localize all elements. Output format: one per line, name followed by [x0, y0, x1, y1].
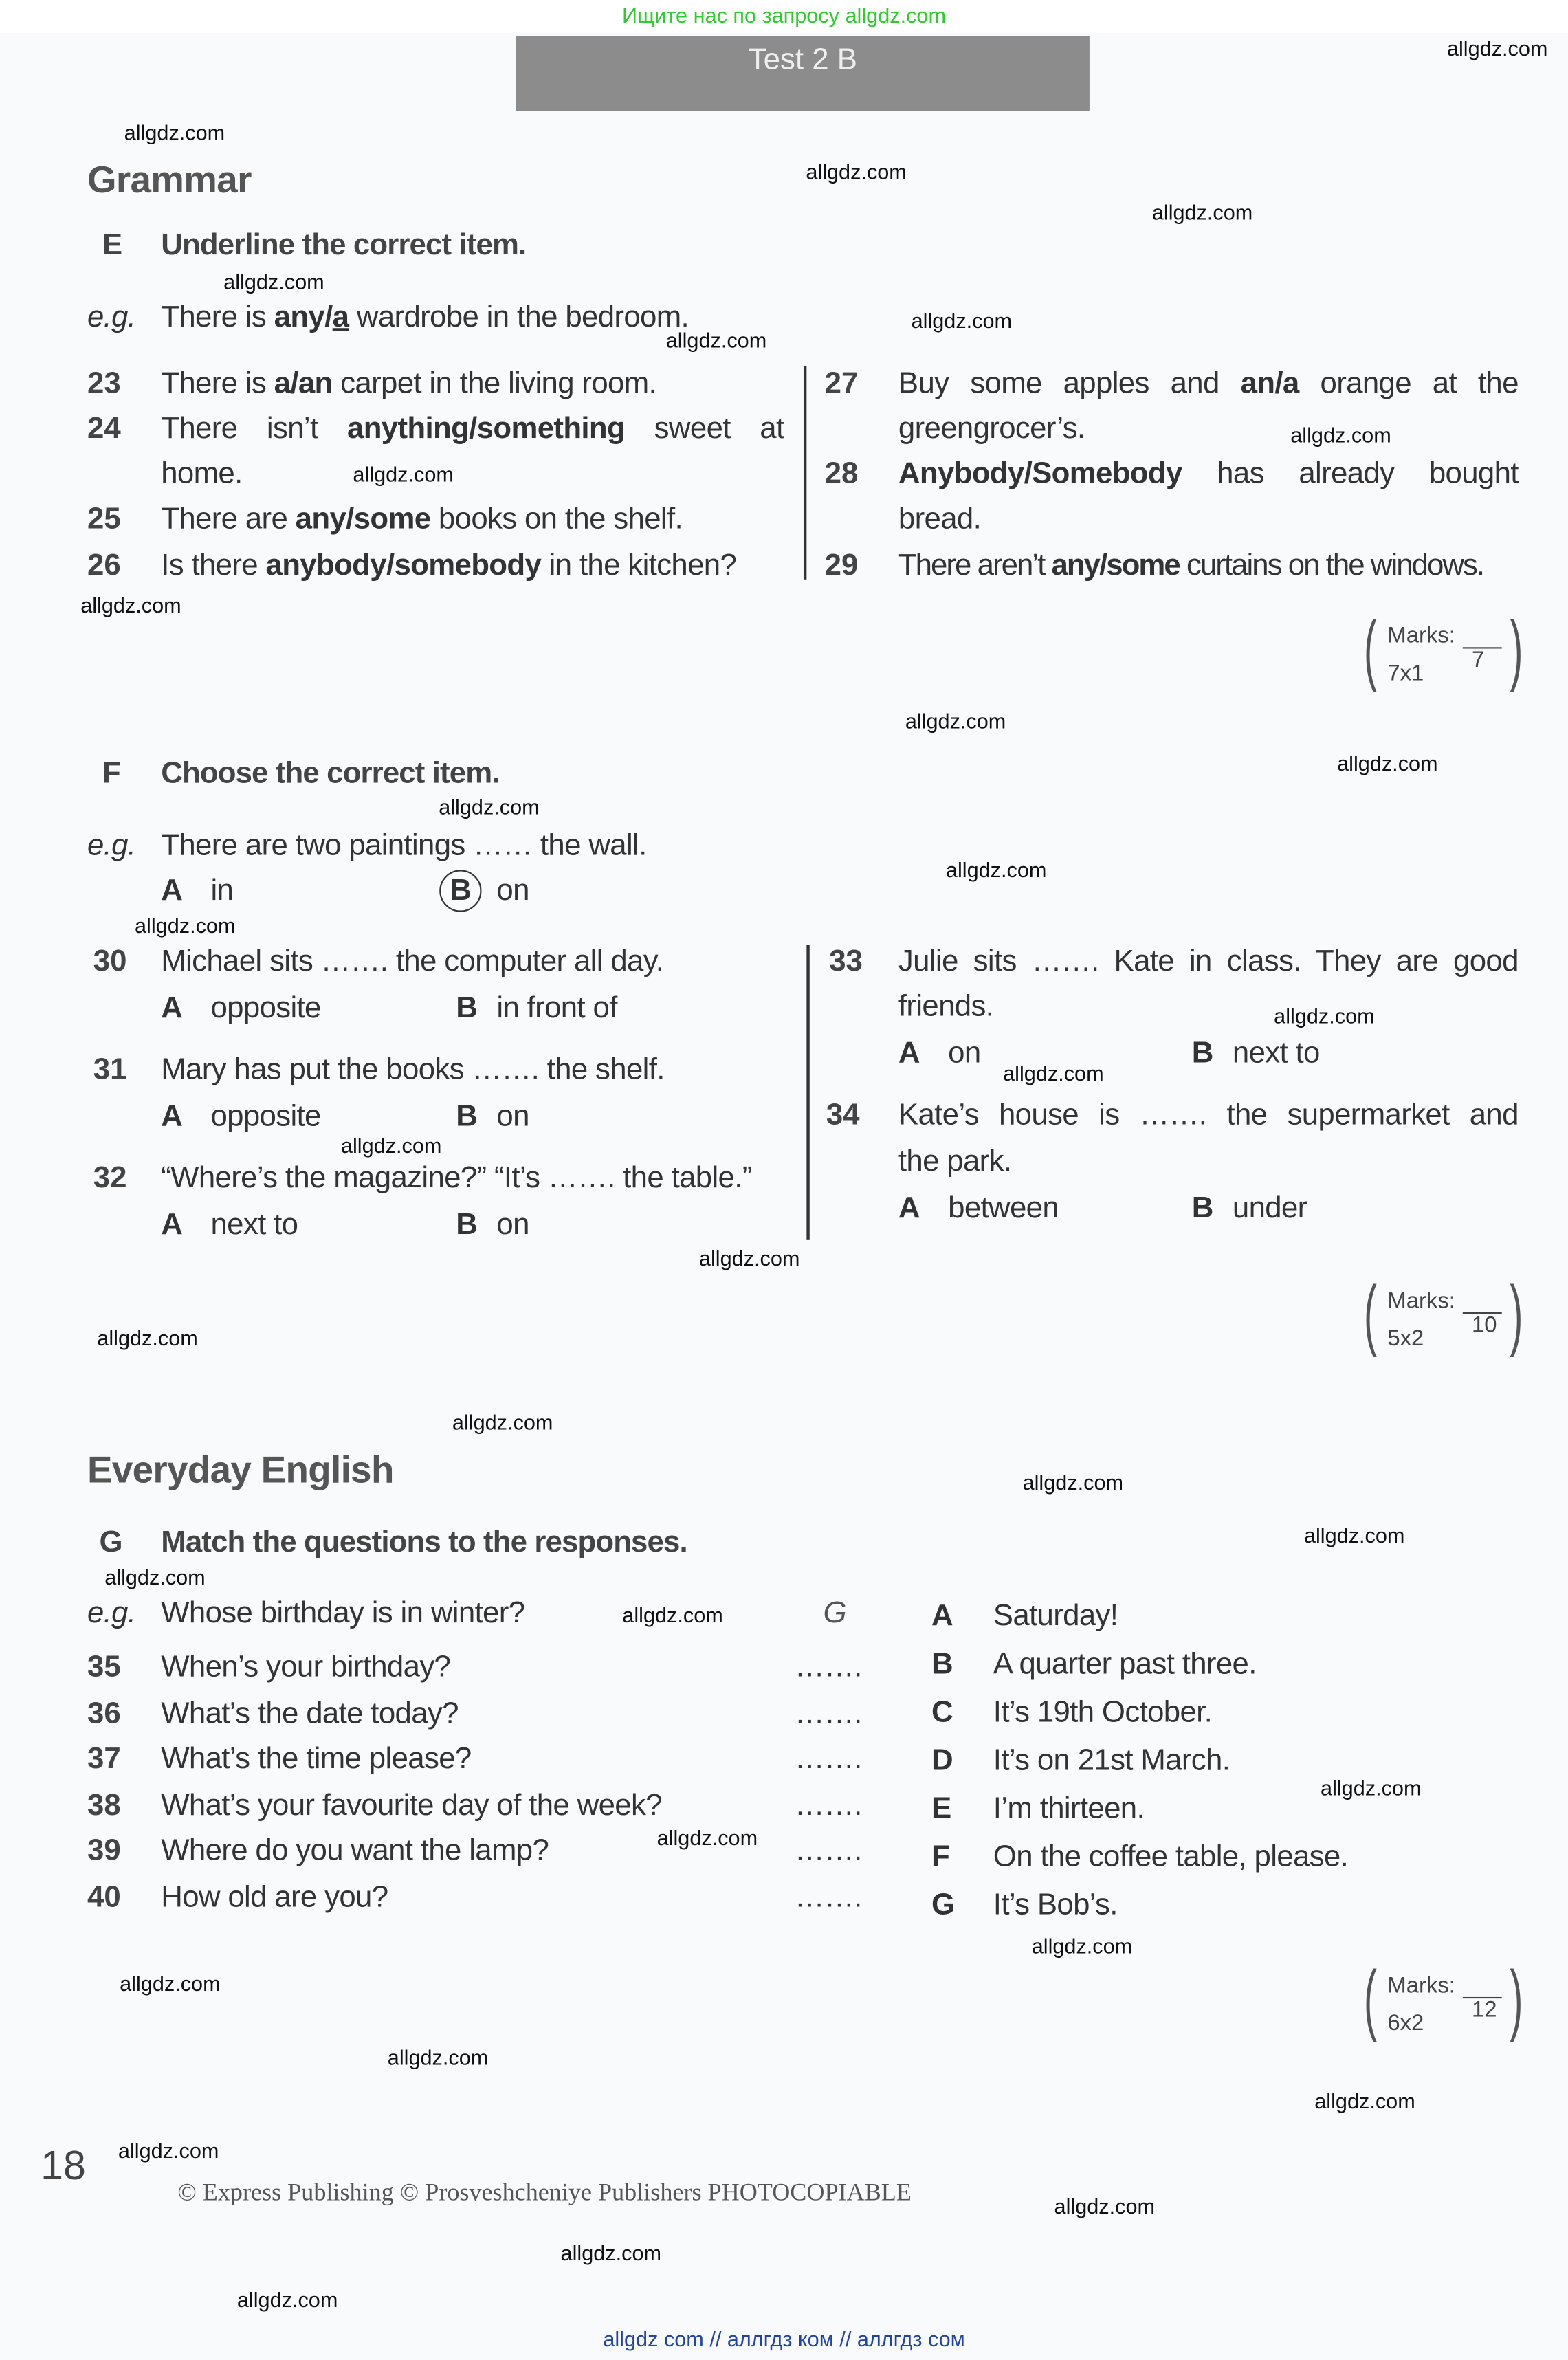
item-sentence [161, 543, 736, 588]
task-instruction-f: Choose the correct item. [161, 757, 500, 791]
response-letter: E [931, 1792, 951, 1826]
watermark-link[interactable]: allgdz.com [353, 462, 454, 487]
option-letter: A [161, 1100, 183, 1134]
marks-box [1364, 1956, 1523, 2049]
response-text: It’s on 21st March. [993, 1744, 1230, 1778]
text-segment: There are [161, 503, 296, 536]
item-sentence [161, 496, 683, 542]
item-sentence: “Where’s the magazine?” “It’s ……. the table.” [161, 1161, 752, 1195]
response-text: A quarter past three. [993, 1648, 1257, 1681]
item-number: 34 [826, 1099, 860, 1132]
example-label: e.g. [87, 1596, 136, 1630]
question-text: When’s your birthday? [161, 1651, 451, 1684]
watermark-link[interactable]: allgdz.com [1151, 200, 1253, 225]
task-instruction-g: Match the questions to the responses. [161, 1525, 687, 1559]
column-divider [804, 366, 806, 580]
marks-label: Marks: [1387, 623, 1455, 649]
item-number: 30 [93, 945, 127, 978]
response-letter: G [931, 1888, 955, 1922]
item-sentence: friends. [898, 990, 994, 1024]
question-number: 36 [87, 1697, 121, 1731]
item-sentence [898, 406, 1085, 452]
answer-choice: a [332, 300, 349, 334]
marks-total: 12 [1471, 1996, 1497, 2023]
question-number: 37 [87, 1742, 121, 1776]
option-text: in [210, 874, 234, 908]
option-a[interactable]: opposite [210, 991, 321, 1025]
answer-choice: any/ [274, 300, 333, 334]
question-text: What’s the time please? [161, 1742, 472, 1776]
example-answer: G [823, 1596, 846, 1630]
question-text: Where do you want the lamp? [161, 1834, 549, 1868]
paren-left: ( [1364, 1956, 1378, 2044]
marks-formula: 5x2 [1387, 1325, 1424, 1352]
item-sentence [898, 543, 1483, 588]
response-text: It’s 19th October. [993, 1696, 1213, 1730]
watermark-link[interactable]: allgdz.com [1290, 423, 1391, 448]
item-sentence: Julie sits ……. Kate in class. They are good [898, 945, 1519, 978]
item-number: 26 [87, 549, 121, 583]
example-label: e.g. [87, 829, 136, 863]
text-segment: orange at the [1299, 367, 1519, 401]
marks-formula: 7x1 [1387, 661, 1424, 687]
text-segment: There aren’t [898, 549, 1052, 583]
item-number: 33 [829, 945, 863, 978]
option-letter: A [898, 1037, 920, 1070]
response-text: On the coffee table, please. [993, 1840, 1349, 1874]
question-text: How old are you? [161, 1881, 388, 1915]
item-sentence [161, 361, 656, 406]
option-letter: A [161, 874, 183, 908]
watermark-link[interactable]: allgdz.com [340, 1133, 442, 1158]
section-heading-everyday-english: Everyday English [87, 1449, 394, 1492]
example-sentence [161, 295, 689, 340]
text-segment: in the kitchen? [541, 549, 737, 583]
option-letter: A [161, 1208, 183, 1242]
response-text: Saturday! [993, 1600, 1118, 1633]
paren-left: ( [1364, 1271, 1378, 1359]
column-divider [806, 945, 809, 1240]
watermark-link[interactable]: allgdz.com [387, 2044, 489, 2070]
option-b[interactable]: in front of [496, 991, 617, 1025]
marks-box [1364, 606, 1523, 698]
watermark-link[interactable]: allgdz.com [118, 2138, 219, 2163]
text-segment: There isn’t [161, 412, 347, 445]
watermark-link[interactable]: allgdz.com [452, 1410, 553, 1435]
text-segment: has already bought [1182, 457, 1519, 491]
item-number: 27 [824, 367, 859, 401]
text-segment: curtains on the windows. [1179, 549, 1484, 583]
response-text: It’s Bob’s. [993, 1888, 1118, 1922]
watermark-link[interactable]: allgdz.com [120, 1971, 221, 1996]
text-segment: There is [161, 300, 274, 334]
page-number: 18 [41, 2143, 86, 2188]
answer-blank[interactable]: ……. [794, 1789, 862, 1823]
watermark-link[interactable]: allgdz.com [1022, 1470, 1124, 1495]
section-heading-grammar: Grammar [87, 159, 252, 202]
text-segment: carpet in the living room. [332, 367, 657, 401]
marks-label: Marks: [1387, 1972, 1455, 1999]
text-segment: sweet at [625, 412, 784, 445]
example-sentence: There are two paintings …… the wall. [161, 829, 647, 863]
task-letter-f: F [102, 757, 120, 791]
text-segment: home. [161, 457, 243, 491]
option-letter: B [456, 1100, 478, 1134]
item-sentence: Mary has put the books ……. the shelf. [161, 1053, 665, 1087]
bottom-links[interactable]: allgdz com // аллгдз ком // аллгдз сом [603, 2326, 965, 2351]
question-text: What’s your favourite day of the week? [161, 1789, 662, 1823]
example-label: e.g. [87, 300, 136, 334]
option-letter: A [161, 991, 183, 1025]
item-number: 25 [87, 503, 121, 536]
site-banner[interactable]: Ищите нас по запросу allgdz.com [621, 3, 947, 27]
item-number: 31 [93, 1053, 127, 1087]
text-segment: Buy some apples and [898, 367, 1241, 401]
watermark-link[interactable]: allgdz.com [1274, 1004, 1375, 1028]
option-b[interactable]: under [1232, 1191, 1307, 1225]
paren-right: ) [1509, 1956, 1523, 2044]
item-sentence [161, 452, 242, 497]
option-a[interactable]: opposite [210, 1100, 321, 1134]
answer-choice: an/a [1240, 367, 1299, 401]
item-number: 23 [87, 367, 121, 401]
item-sentence: the park. [898, 1145, 1012, 1179]
item-sentence: Kate’s house is ……. the supermarket and [898, 1099, 1519, 1132]
watermark-link[interactable]: allgdz.com [104, 1565, 206, 1589]
watermark-link[interactable]: allgdz.com [236, 2287, 338, 2312]
option-letter: A [898, 1191, 920, 1225]
watermark-link[interactable]: allgdz.com [1337, 751, 1438, 775]
watermark-link[interactable]: allgdz.com [665, 328, 767, 353]
option-letter: B [456, 991, 478, 1025]
watermark-link[interactable]: allgdz.com [560, 2240, 662, 2265]
answer-blank[interactable]: ……. [794, 1834, 862, 1868]
marks-label: Marks: [1387, 1288, 1455, 1314]
option-b[interactable]: on [496, 1100, 529, 1134]
question-text: What’s the date today? [161, 1697, 459, 1731]
option-a[interactable]: next to [210, 1208, 298, 1242]
watermark-link[interactable]: allgdz.com [945, 857, 1047, 882]
option-letter: B [1191, 1191, 1213, 1225]
answer-choice: Anybody/Somebody [898, 457, 1182, 491]
option-letter-circled [439, 868, 481, 914]
watermark-link[interactable]: allgdz.com [80, 593, 181, 617]
option-letter: B [456, 1208, 478, 1242]
watermark-link[interactable]: allgdz.com [439, 794, 540, 819]
item-number: 28 [824, 457, 859, 491]
question-number: 35 [87, 1651, 121, 1684]
watermark-link[interactable]: allgdz.com [97, 1325, 198, 1350]
response-letter: C [931, 1696, 953, 1730]
watermark-link[interactable]: allgdz.com [1314, 2088, 1415, 2113]
example-question: Whose birthday is in winter? [161, 1596, 525, 1630]
watermark-link[interactable]: allgdz.com [656, 1825, 758, 1850]
watermark-link[interactable]: allgdz.com [135, 913, 236, 938]
marks-total: 10 [1471, 1312, 1497, 1338]
test-title: Test 2 B [516, 36, 1090, 111]
watermark-link[interactable]: allgdz.com [905, 709, 1006, 734]
text-segment: books on the shelf. [430, 503, 683, 536]
watermark-link[interactable]: allgdz.com [622, 1602, 723, 1627]
watermark-link[interactable]: allgdz.com [698, 1246, 800, 1270]
text-segment: greengrocer’s. [898, 412, 1085, 445]
response-letter: A [931, 1600, 953, 1633]
option-text: on [496, 874, 529, 908]
answer-blank[interactable]: ……. [794, 1697, 862, 1731]
watermark-link[interactable]: allgdz.com [1054, 2194, 1156, 2218]
watermark-link[interactable]: allgdz.com [1003, 1061, 1104, 1085]
question-number: 40 [87, 1881, 121, 1915]
task-letter-g: G [99, 1525, 122, 1559]
paren-right: ) [1509, 1271, 1523, 1359]
item-sentence [898, 496, 981, 542]
item-sentence [161, 406, 784, 452]
question-number: 38 [87, 1789, 121, 1823]
item-number: 24 [87, 412, 121, 445]
marks-formula: 6x2 [1387, 2010, 1424, 2036]
answer-choice: a/an [274, 367, 333, 401]
watermark-link[interactable]: allgdz.com [1303, 1523, 1405, 1547]
item-number: 32 [93, 1161, 127, 1195]
watermark-link[interactable]: allgdz.com [223, 269, 324, 294]
item-sentence [898, 361, 1519, 406]
marks-box [1364, 1271, 1523, 1364]
option-letter: B [1191, 1037, 1213, 1070]
option-b[interactable]: next to [1232, 1037, 1320, 1070]
task-letter-e: E [102, 228, 122, 262]
copyright-footer: © Express Publishing © Prosveshcheniye Publishers PHOTOCOPIABLE [177, 2177, 912, 2207]
answer-blank[interactable]: ……. [794, 1742, 862, 1776]
paren-right: ) [1509, 606, 1523, 694]
paren-left: ( [1364, 606, 1378, 694]
item-sentence: Michael sits ……. the computer all day. [161, 945, 664, 978]
answer-choice: anybody/somebody [265, 549, 542, 583]
answer-choice: any/some [295, 503, 431, 536]
question-number: 39 [87, 1834, 121, 1868]
answer-choice: any/some [1051, 549, 1180, 583]
watermark-link[interactable]: allgdz.com [911, 308, 1013, 333]
watermark-link[interactable]: allgdz.com [806, 159, 907, 184]
text-segment: bread. [898, 503, 982, 536]
item-sentence [898, 452, 1519, 497]
response-text: I’m thirteen. [993, 1792, 1145, 1826]
response-letter: B [931, 1648, 953, 1681]
watermark-link[interactable]: allgdz.com [1031, 1933, 1133, 1959]
answer-choice: anything/something [346, 412, 626, 445]
response-letter: F [931, 1840, 950, 1874]
text-segment: Is there [161, 549, 266, 583]
selected-answer-circle: B [439, 870, 481, 912]
task-instruction-e: Underline the correct item. [161, 228, 527, 262]
option-a[interactable]: between [948, 1191, 1059, 1225]
marks-total: 7 [1471, 647, 1485, 673]
watermark-link[interactable]: allgdz.com [1321, 1776, 1422, 1800]
response-letter: D [931, 1744, 953, 1778]
answer-blank[interactable]: ……. [794, 1651, 862, 1684]
watermark-link[interactable]: allgdz.com [124, 120, 225, 145]
option-b[interactable]: on [496, 1208, 529, 1242]
text-segment: There is [161, 367, 274, 401]
watermark-link[interactable]: allgdz.com [1446, 36, 1548, 60]
text-segment: wardrobe in the bedroom. [349, 300, 689, 334]
option-a[interactable]: on [948, 1037, 981, 1070]
answer-blank[interactable]: ……. [794, 1881, 862, 1915]
item-number: 29 [824, 549, 859, 583]
